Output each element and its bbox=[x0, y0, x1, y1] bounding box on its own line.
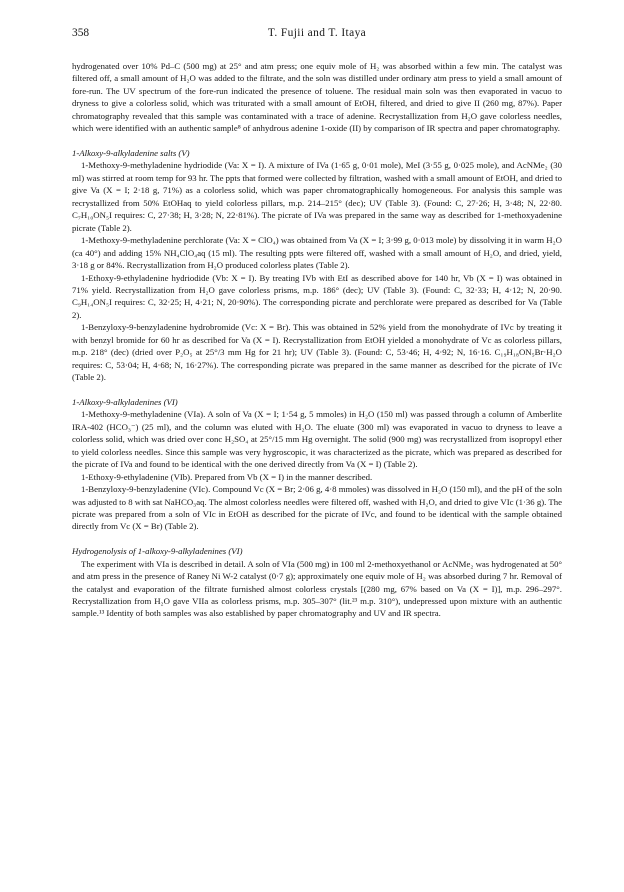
running-title: T. Fujii and T. Itaya bbox=[267, 27, 367, 39]
page-number: 358 bbox=[72, 27, 90, 39]
body-paragraph: 1-Methoxy-9-methyladenine hydriodide (Va: X = I). A mixture of IVa (1·65 g, 0·01 mole), MeI (3·55 g, 0·025 mole), and AcNMe₂ (30 ml) was stirred at room temp for 93 hr. The ppts that formed were collected by filtration, washed with a small amount of EtOH, and dried to give Va (X = I; 2·18 g, 71%) as a colorless solid, which was paper chromatographically homogeneous. For analysis this sample was recrystallized from 50% EtOHaq to yield colorless pillars, m.p. 214–215° (dec); UV (Table 3). (Found: C, 27·26; H, 3·48; N, 22·80. C₇H₁₀ON₅I requires: C, 27·38; H, 3·28; N, 22·81%). The picrate of IVa was prepared in the same way as described for 1-methoxyadenine picrate (Table 2). bbox=[72, 160, 562, 233]
body-paragraph: 1-Ethoxy-9-ethyladenine hydriodide (Vb: X = I). By treating IVb with EtI as described above for 140 hr, Vb (X = I) was obtained in 71% yield. Recrystallization from H₂O gave colorless prisms, m.p. 186° (dec); UV (Table 3). (Found: C, 32·33; H, 4·12; N, 20·90. C₉H₁₄ON₅I requires: C, 32·25; H, 4·21; N, 20·90%). The corresponding picrate and perchlorate were prepared as described for Va (Table 2). bbox=[72, 272, 562, 320]
section-heading: 1-Alkoxy-9-alkyladenine salts (V) bbox=[72, 148, 190, 159]
section-heading: 1-Alkoxy-9-alkyladenines (VI) bbox=[72, 396, 178, 407]
body-paragraph: 1-Methoxy-9-methyladenine (VIa). A soln of Va (X = I; 1·54 g, 5 mmoles) in H₂O (150 ml) was passed through a column of Amberlite IRA-402 (HCO₃⁻) (25 ml), and the column was eluted with H₂O. The eluate (300 ml) was evaporated in vacuo to dryness to leave a colorless solid, which was dried over conc H₂SO₄ at 25°/15 mm Hg overnight. The solid (900 mg) was recrystallized from isopropyl ether to yield colorless needles. Since this sample was very hygroscopic, it was characterized as the picrate, which was prepared as described for the picrate of IVa and found to be identical with the one derived directly from Va (X = I) (Table 2). bbox=[72, 409, 562, 470]
body-paragraph: 1-Ethoxy-9-ethyladenine (VIb). Prepared from Vb (X = I) in the manner described. bbox=[81, 471, 373, 482]
body-paragraph: 1-Benzyloxy-9-benzyladenine (VIc). Compound Vc (X = Br; 2·06 g, 4·8 mmoles) was dissolved in H₂O (150 ml), and the pH of the soln was adjusted to 8 with sat NaHCO₃aq. The almost colorless needles were filtered off, washed with H₂O, and dried to give VIc (1·36 g). The picrate was prepared from a soln of VIc in EtOH as described for the picrate of IVc, and found to be identical with the sample obtained directly from Vc (X = Br) (Table 2). bbox=[72, 484, 562, 532]
running-header bbox=[72, 27, 562, 43]
article-body bbox=[72, 60, 562, 620]
body-paragraph: 1-Methoxy-9-methyladenine perchlorate (Va: X = ClO₄) was obtained from Va (X = I; 3·99 g, 0·013 mole) by dissolving it in warm H₂O (ca 40°) and adding 15% NH₄ClO₄aq (15 ml). The resulting ppts were filtered off, washed with a small amount of H₂O, and dried, yield, 3·18 g or 84%. Recrystallization from H₂O produced colorless plates (Table 2). bbox=[72, 235, 562, 271]
body-paragraph: 1-Benzyloxy-9-benzyladenine hydrobromide (Vc: X = Br). This was obtained in 52% yield from the monohydrate of IVc by treating it with benzyl bromide for 60 hr as described for Va (X = I). Recrystallization from EtOH yielded a monohydrate of Vc as colorless pillars, m.p. 218° (dec) (dried over P₂O₅ at 25°/3 mm Hg for 21 hr); UV (Table 3). (Found: C, 53·46; H, 4·92; N, 16·16. C₁₉H₁₈ON₅Br·H₂O requires: C, 53·04; H, 4·68; N, 16·27%). The corresponding picrate was prepared in the same manner as described for the picrate of IVc (Table 2). bbox=[72, 322, 562, 383]
section-heading: Hydrogenolysis of 1-alkoxy-9-alkyladenines (VI) bbox=[72, 546, 243, 557]
body-paragraph: The experiment with VIa is described in detail. A soln of VIa (500 mg) in 100 ml 2-methoxyethanol or AcNMe₂ was hydrogenated at 50° and atm press in the presence of Raney Ni W-2 catalyst (0·7 g); approximately one equiv mole of H₂ was absorbed during 7 hr. Removal of the catalyst and evaporation of the filtrate furnished almost colorless crystals [(280 mg, 67% based on Va (X = I)], m.p. 296–297°. Recrystallization from H₂O gave VIIa as colorless prisms, m.p. 305–307° (lit.²³ m.p. 310°), undepressed upon mixture with an authentic sample.¹³ Identity of both samples was also established by paper chromatography and UV and IR spectra. bbox=[72, 558, 562, 619]
body-paragraph: hydrogenated over 10% Pd–C (500 mg) at 25° and atm press; one equiv mole of H₂ was absorbed within a few min. The catalyst was filtered off, a small amount of H₂O was added to the filtrate, and the soln was distilled under ordinary atm press to yield a small amount of fore-run. The UV spectrum of the fore-run indicated the presence of toluene. The residual main soln was then evaporated in vacuo to dryness to give a colorless solid, which was triturated with a small amount of EtOH, filtered, and dried to give II (260 mg, 87%). Paper chromatography revealed that this sample was contaminated with a trace of adenine. Recrystallization from H₂O gave colorless needles, which were identified with an authentic sample⁸ of anhydrous adenine 1-oxide (II) by comparison of IR spectra and paper chromatography. bbox=[72, 61, 562, 134]
